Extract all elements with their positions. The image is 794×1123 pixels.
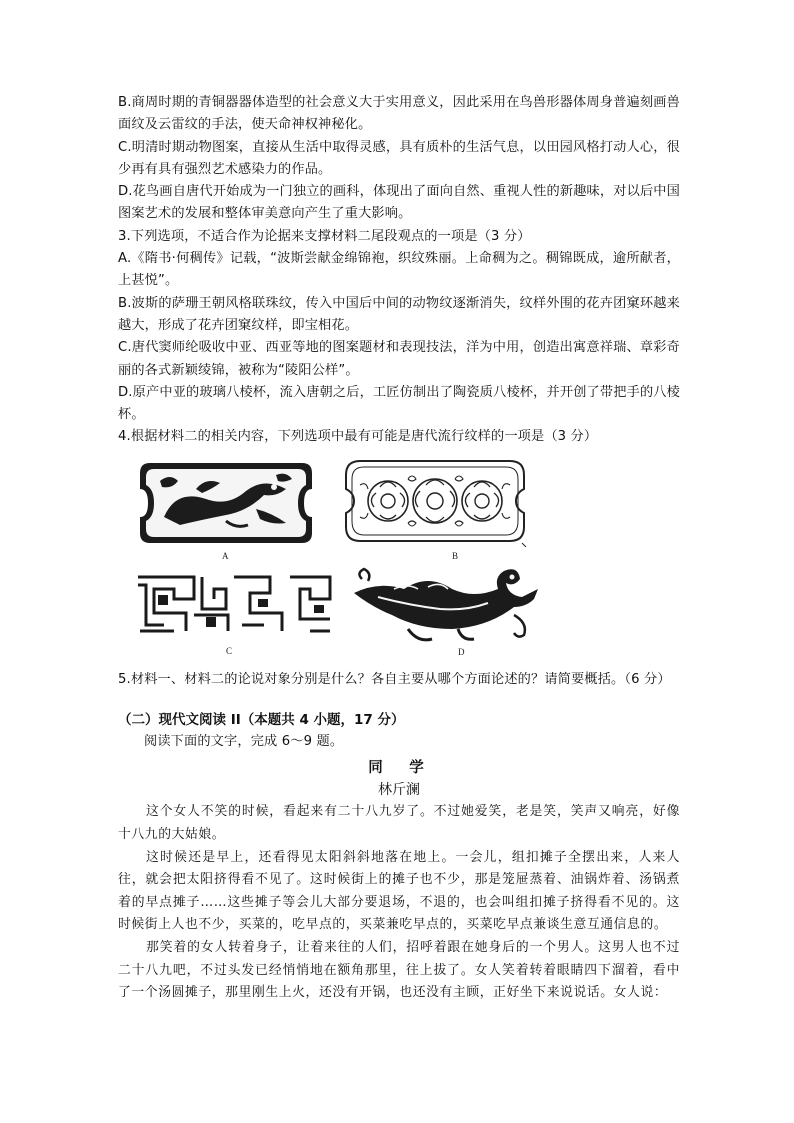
option-b-q2: B.商周时期的青铜器器体造型的社会意义大于实用意义，因此采用在鸟兽形器体周身普遍刻画兽面纹及云雷纹的手法，使天命神权神秘化。 <box>118 95 680 133</box>
option-d-q3: D.原产中亚的玻璃八棱杯，流入唐朝之后，工匠仿制出了陶瓷质八棱杯，并开创了带把手的八棱杯。 <box>118 384 680 423</box>
page-content <box>118 92 680 1005</box>
option-c-q3: C.唐代窦师纶吸收中亚、西亚等地的图案题材和表现技法，洋为中用，创造出寓意祥瑞、章彩奇丽的各式新颖绫锦，被称为“陵阳公样”。 <box>118 340 680 378</box>
figure-label-a: A <box>222 550 229 561</box>
pattern-d-bird-image <box>348 559 548 649</box>
figure-label-d: D <box>458 646 465 657</box>
story-paragraph-1: 这个女人不笑的时候，看起来有二十八九岁了。不过她爱笑，老是笑，笑声又响亮，好像十八九的大姑娘。 <box>118 804 680 842</box>
pattern-b-floral-image <box>340 455 530 547</box>
story-paragraph-2: 这时候还是早上，还看得见太阳斜斜地落在地上。一会儿，组扣摊子全摆出来，人来人往，就会把太阳挤得看不见了。这时候街上的摊子也不少，那是笼屉蒸着、油锅炸着、汤锅煮着的早点摊子……这些摊子等会儿大部分要退场，不退的，也会叫组扣摊子挤得看不见的。这时候街上人也不少，买菜的，吃早点的，买菜兼吃早点的，买菜吃早点兼谈生意互通信息的。 <box>118 849 680 933</box>
figure-label-c: C <box>226 645 233 656</box>
option-c-q2: C.明清时期动物图案，直接从生活中取得灵感，具有质朴的生活气息，以田园风格打动人心，很少再有具有强烈艺术感染力的作品。 <box>118 139 680 177</box>
option-a-q3: A.《隋书·何稠传》记载，“波斯尝献金绵锦袍，织纹殊丽。上命稠为之。稠锦既成，逾所献者，上甚悦”。 <box>118 251 680 289</box>
option-b-q3: B.波斯的萨珊王朝风格联珠纹，传入中国后中间的动物纹逐渐消失，纹样外围的花卉团窠环越来越大，形成了花卉团窠纹样，即宝相花。 <box>118 295 680 333</box>
pattern-figures <box>118 451 680 663</box>
instruction: 阅读下面的文字，完成 6～9 题。 <box>144 734 344 750</box>
figure-label-b: B <box>452 550 459 561</box>
question-4: 4.根据材料二的相关内容，下列选项中最有可能是唐代流行纹样的一项是（3 分） <box>118 429 598 445</box>
option-d-q2: D.花鸟画自唐代开始成为一门独立的画科，体现出了面向自然、重视人性的新趣味，对以后中国图案艺术的发展和整体审美意向产生了重大影响。 <box>118 184 680 222</box>
section-heading: （二）现代文阅读 II（本题共 4 小题，17 分） <box>118 712 405 729</box>
story-title: 同 学 <box>368 760 430 777</box>
question-3: 3.下列选项，不适合作为论据来支撑材料二尾段观点的一项是（3 分） <box>118 228 531 244</box>
question-5: 5.材料一、材料二的论说对象分别是什么？各自主要从哪个方面论述的？请简要概括。（6 分） <box>118 671 671 687</box>
story-paragraph-3: 那笑着的女人转着身子，让着来往的人们，招呼着跟在她身后的一个男人。这男人也不过二十八九吧，不过头发已经悄悄地在额角那里，往上拔了。女人笑着转着眼睛四下溜着，看中了一个汤圆摊子，那里刚生上火，还没有开锅，也还没有主顾，正好坐下来说说话。女人说： <box>118 939 680 1001</box>
pattern-c-geometric-image <box>134 569 334 639</box>
pattern-a-dragon-image <box>136 459 316 547</box>
story-author: 林斤澜 <box>378 782 420 799</box>
